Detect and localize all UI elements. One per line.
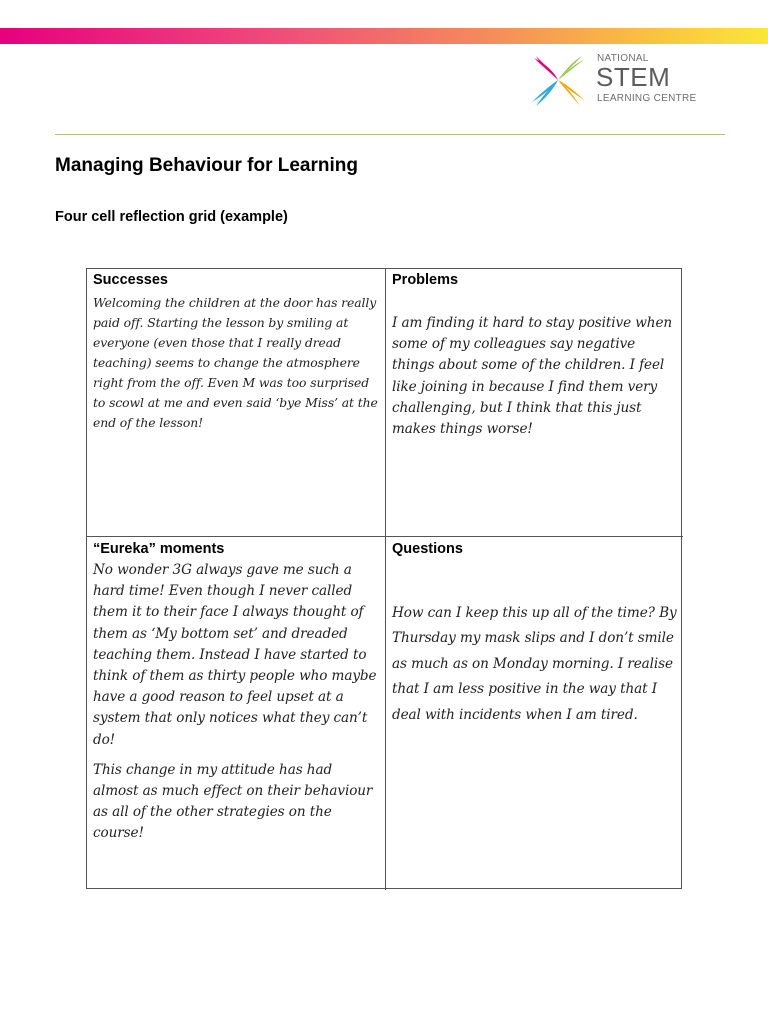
header-divider [55,134,725,135]
logo-text-stem: STEM [596,62,671,92]
page-title: Managing Behaviour for Learning [55,155,358,176]
cell-text-problems: I am finding it hard to stay positive when some of my colleagues say negative things about some of the children. I feel like joining in because I find them very challenging, but I think that this just makes things worse! [392,315,673,438]
stem-x-logo-icon [528,50,588,110]
cell-heading-eureka: “Eureka” moments [93,541,225,557]
reflection-grid [86,268,682,889]
logo-text-learning-centre: LEARNING CENTRE [597,93,697,104]
cell-text-eureka-2: This change in my attitude has had almost as much effect on their behaviour as all of the other strategies on the course! [93,761,373,842]
cell-heading-successes: Successes [93,272,168,288]
cell-questions [385,536,683,890]
cell-problems [385,269,683,536]
cell-text-successes: Welcoming the children at the door has really paid off. Starting the lesson by smiling at everyone (even those that I really dread teaching) seems to change the atmosphere right from the off. Even M was too surprised to scowl at me and even said ‘bye Miss’ at the end of the lesson! [93,295,378,430]
cell-heading-questions: Questions [392,541,463,557]
stem-centre-logo [528,50,718,112]
cell-eureka [87,536,385,890]
cell-text-questions: How can I keep this up all of the time? By Thursday my mask slips and I don’t smile as much as on Monday morning. I realise that I am less positive in the way that I deal with incidents when I am tired. [392,605,677,723]
page-subtitle: Four cell reflection grid (example) [55,209,288,225]
logo-text-national: NATIONAL [597,53,649,64]
cell-heading-problems: Problems [392,272,459,288]
cell-successes [87,269,385,536]
cell-text-eureka-1: No wonder 3G always gave me such a hard time! Even though I never called them it to their face I always thought of them as ‘My bottom set’ and dreaded teaching them. Instead I have started to think of them as thirty people who maybe have a good reason to feel upset at a system that only notices what they can’t do! [93,562,377,748]
header-gradient-bar [0,28,768,44]
